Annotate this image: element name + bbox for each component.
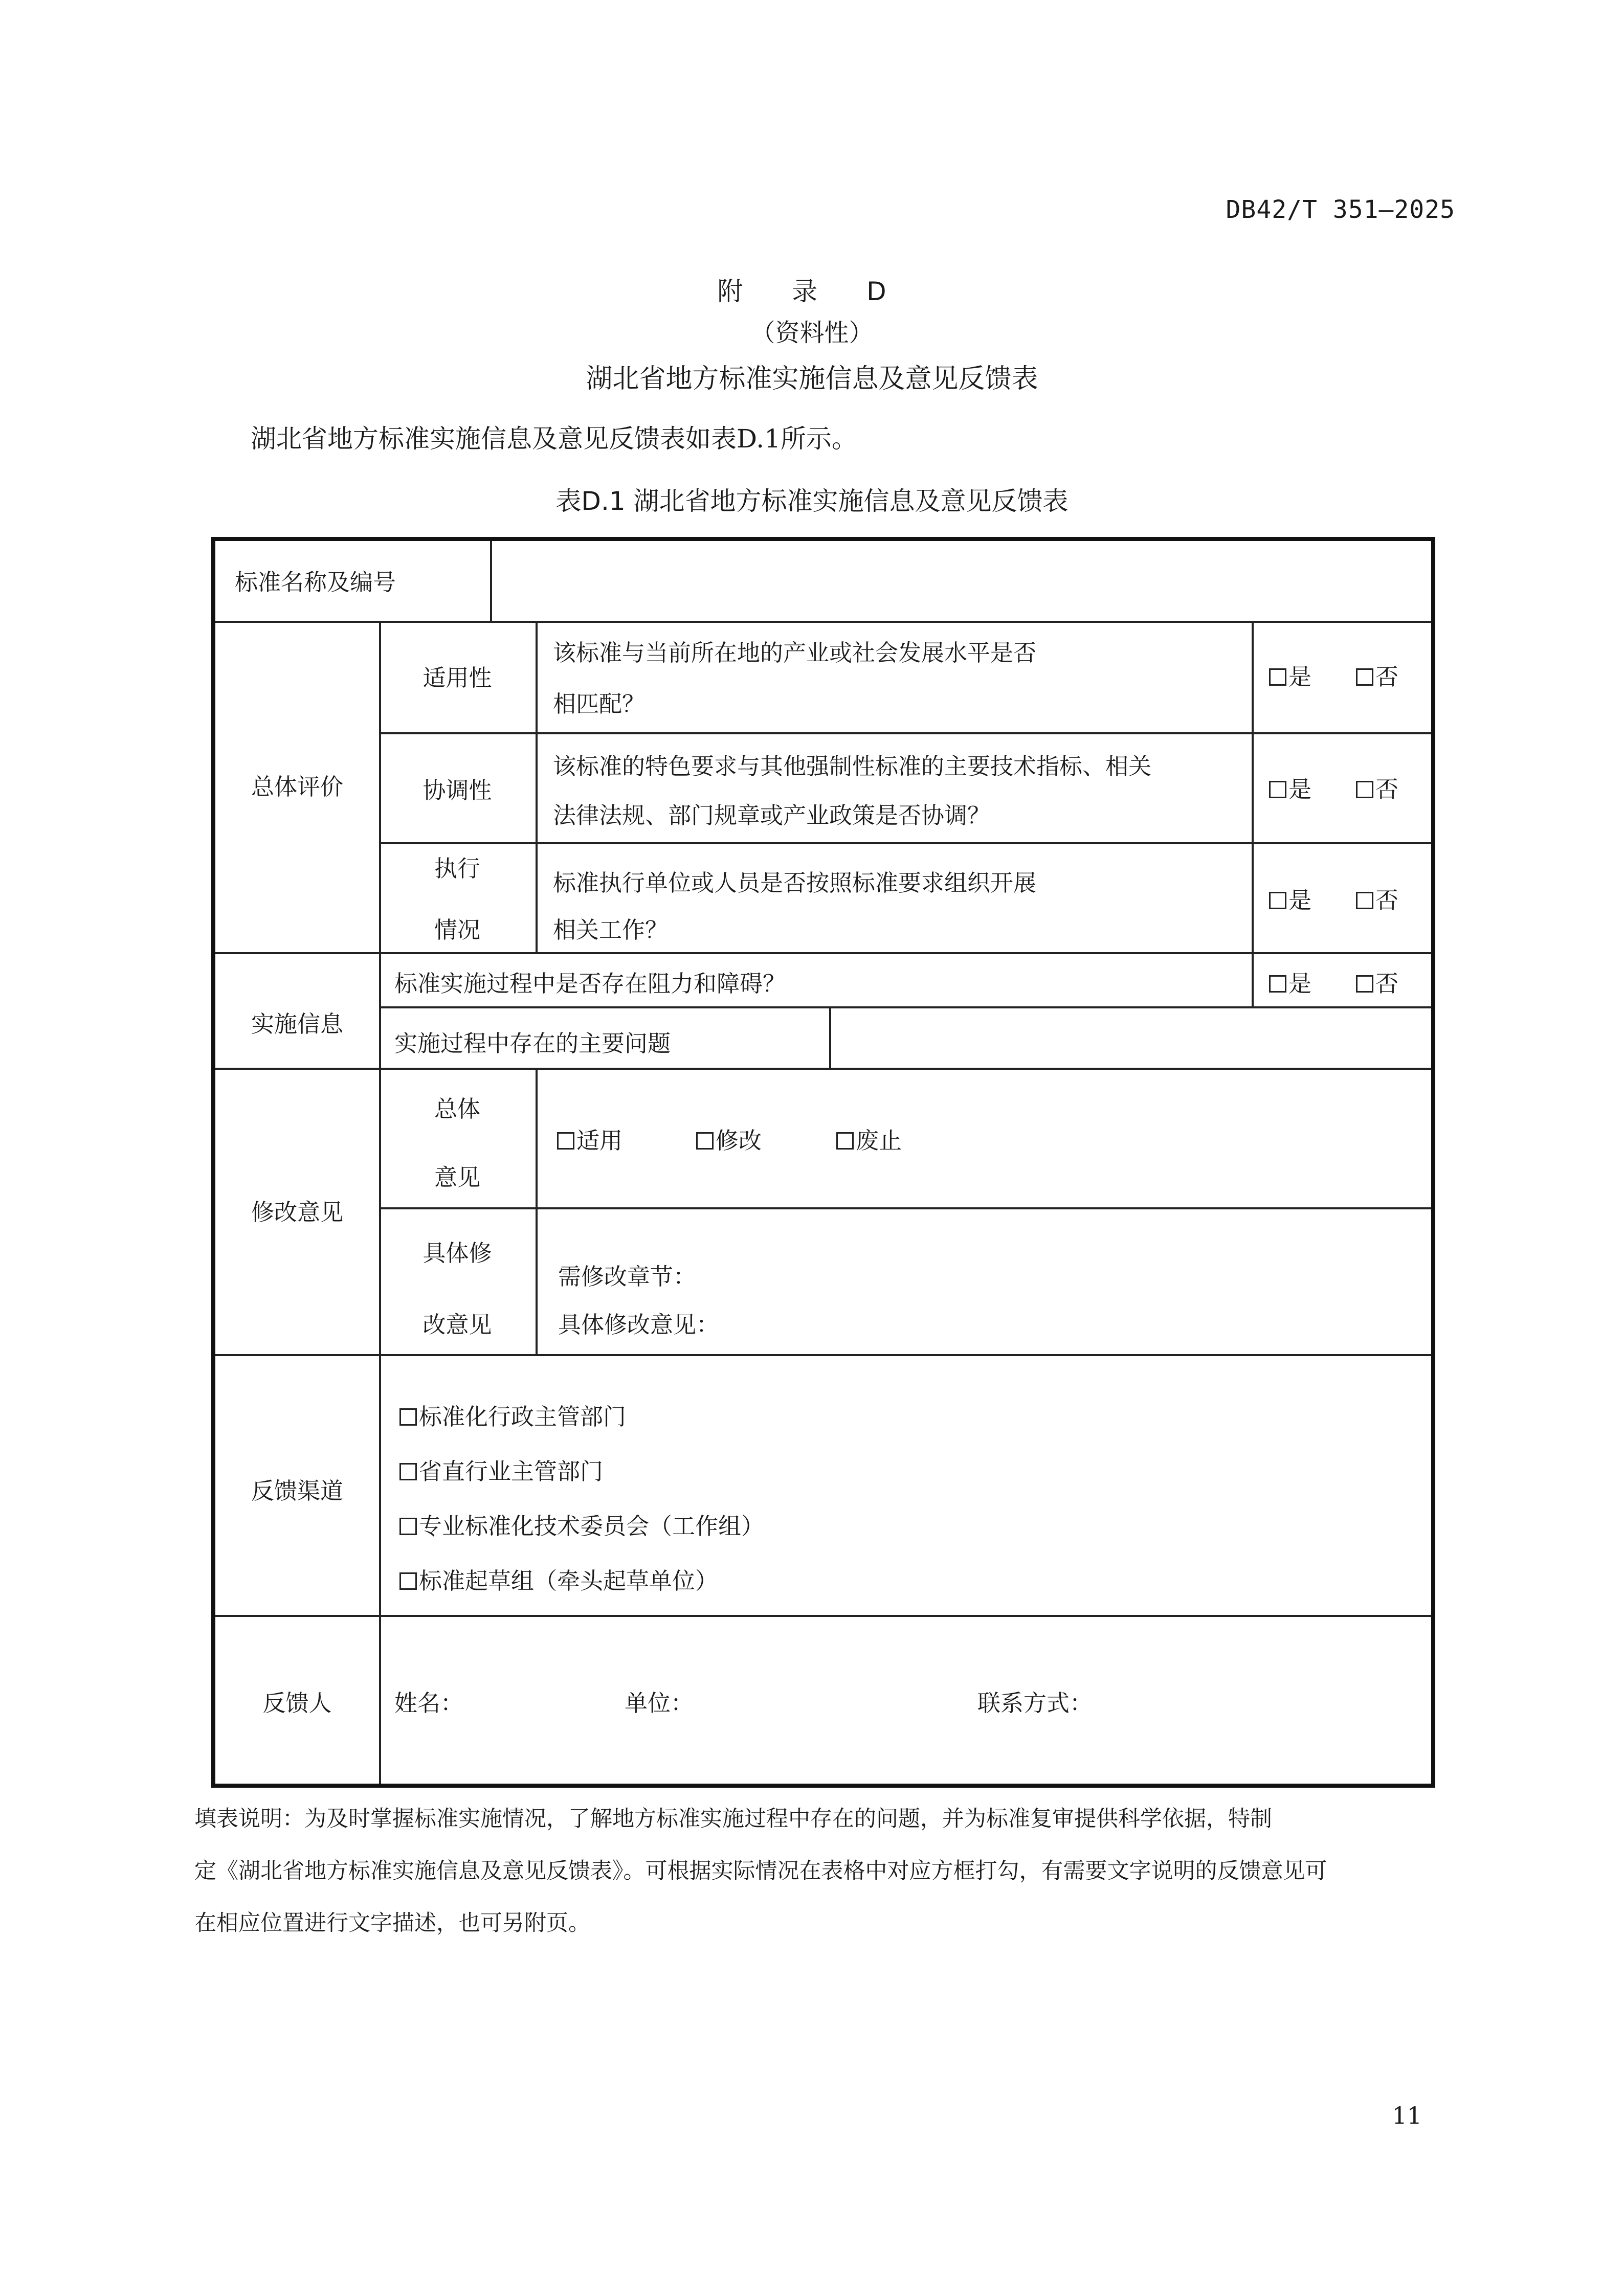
row-divider [379, 1006, 1431, 1008]
checkbox[interactable] [1269, 975, 1286, 993]
option-applicable[interactable] [557, 1129, 622, 1152]
implementation-question: 标准实施过程中是否存在阻力和障碍？ [394, 970, 786, 997]
row-divider [215, 1615, 1431, 1617]
option-label: 标准化行政主管部门 [419, 1403, 627, 1430]
contact-label: 联系方式： [977, 1690, 1093, 1717]
no-label: 否 [1375, 887, 1399, 914]
yes-label: 是 [1288, 887, 1312, 914]
criterion-coordination: 协调性 [422, 777, 492, 804]
row-divider [215, 1068, 1431, 1070]
problems-label: 实施过程中存在的主要问题 [394, 1030, 671, 1057]
no-label: 否 [1375, 663, 1399, 690]
note-line-3: 在相应位置进行文字描述，也可另附页。 [194, 1910, 590, 1936]
overall-opinion-line2: 意见 [434, 1164, 480, 1191]
channel-option-admin[interactable] [399, 1405, 626, 1428]
col-divider [536, 1068, 538, 1354]
col-divider [536, 621, 538, 952]
row-divider [215, 621, 1431, 623]
option-abolish[interactable] [836, 1129, 902, 1152]
question-execution-line1: 标准执行单位或人员是否按照标准要求组织开展 [553, 869, 1037, 896]
yes-option[interactable] [1269, 972, 1311, 995]
name-label: 姓名： [394, 1690, 464, 1717]
std-name-label: 标准名称及编号 [235, 569, 396, 596]
checkbox[interactable] [1269, 892, 1286, 909]
overall-eval-label: 总体评价 [251, 773, 343, 800]
problems-input[interactable] [839, 1014, 1422, 1060]
revision-label: 修改意见 [251, 1199, 343, 1226]
checkbox[interactable] [399, 1572, 417, 1590]
channel-option-drafting-group[interactable] [399, 1569, 718, 1592]
intro-text: 湖北省地方标准实施信息及意见反馈表如表D.1所示。 [251, 424, 858, 454]
question-applicability-line1: 该标准与当前所在地的产业或社会发展水平是否 [553, 639, 1037, 666]
option-label: 省直行业主管部门 [419, 1458, 604, 1485]
checkbox[interactable] [399, 1518, 417, 1535]
yes-option[interactable] [1269, 778, 1311, 801]
feedback-form-table [211, 537, 1435, 1788]
appendix-nature: （资料性） [750, 319, 874, 347]
yes-option[interactable] [1269, 889, 1311, 912]
checkbox[interactable] [1356, 892, 1373, 909]
option-label: 适用 [576, 1127, 623, 1154]
checkbox[interactable] [399, 1408, 417, 1426]
col-divider [829, 1006, 831, 1068]
option-label: 标准起草组（牵头起草单位） [419, 1567, 719, 1594]
col-divider [1252, 621, 1254, 1006]
std-name-input[interactable] [502, 556, 1422, 607]
criterion-applicability: 适用性 [422, 664, 492, 691]
document-code: DB42/T 351—2025 [1226, 195, 1455, 224]
yes-label: 是 [1288, 663, 1312, 690]
checkbox[interactable] [557, 1132, 574, 1150]
appendix-title: 附 录 D [717, 277, 907, 306]
channel-label: 反馈渠道 [251, 1477, 343, 1504]
table-caption: 表D.1 湖北省地方标准实施信息及意见反馈表 [555, 486, 1069, 516]
question-execution-line2: 相关工作？ [553, 916, 669, 943]
no-option[interactable] [1356, 665, 1398, 688]
no-option[interactable] [1356, 972, 1398, 995]
yes-option[interactable] [1269, 665, 1311, 688]
option-label: 专业标准化技术委员会（工作组） [419, 1513, 765, 1540]
yes-label: 是 [1288, 970, 1312, 997]
checkbox[interactable] [1269, 668, 1286, 686]
channel-option-committee[interactable] [399, 1515, 764, 1538]
no-label: 否 [1375, 970, 1399, 997]
checkbox[interactable] [399, 1463, 417, 1480]
question-applicability-line2: 相匹配？ [553, 690, 646, 717]
checkbox[interactable] [1356, 975, 1373, 993]
person-label: 反馈人 [262, 1690, 332, 1717]
checkbox[interactable] [696, 1132, 714, 1150]
col-divider [490, 541, 492, 621]
note-line-1: 填表说明：为及时掌握标准实施情况，了解地方标准实施过程中存在的问题，并为标准复审提供科学依据，特制 [194, 1806, 1272, 1832]
option-revise[interactable] [696, 1129, 762, 1152]
question-coordination-line2: 法律法规、部门规章或产业政策是否协调？ [553, 802, 991, 829]
no-option[interactable] [1356, 889, 1398, 912]
chapter-label: 需修改章节： [558, 1263, 697, 1290]
unit-label: 单位： [625, 1690, 694, 1717]
checkbox[interactable] [1356, 668, 1373, 686]
option-label: 修改 [716, 1127, 762, 1154]
appendix-name: 湖北省地方标准实施信息及意见反馈表 [586, 364, 1038, 394]
row-divider [215, 1354, 1431, 1356]
specific-detail-label: 具体修改意见： [558, 1311, 720, 1338]
yes-label: 是 [1288, 776, 1312, 803]
option-label: 废止 [856, 1127, 902, 1154]
criterion-execution-line1: 执行 [434, 855, 480, 882]
note-line-2: 定《湖北省地方标准实施信息及意见反馈表》。可根据实际情况在表格中对应方框打勾，有需要文字说明的反馈意见可 [194, 1858, 1327, 1884]
checkbox[interactable] [1356, 781, 1373, 798]
page-number: 11 [1392, 2102, 1422, 2129]
overall-opinion-line1: 总体 [434, 1095, 480, 1122]
no-label: 否 [1375, 776, 1399, 803]
no-option[interactable] [1356, 778, 1398, 801]
row-divider [215, 952, 1431, 954]
checkbox[interactable] [1269, 781, 1286, 798]
question-coordination-line1: 该标准的特色要求与其他强制性标准的主要技术指标、相关 [553, 753, 1152, 780]
criterion-execution-line2: 情况 [434, 916, 480, 943]
channel-option-industry[interactable] [399, 1460, 603, 1483]
specific-opinion-line2: 改意见 [422, 1311, 492, 1338]
checkbox[interactable] [836, 1132, 854, 1150]
implementation-label: 实施信息 [251, 1010, 343, 1038]
specific-opinion-line1: 具体修 [422, 1240, 492, 1267]
